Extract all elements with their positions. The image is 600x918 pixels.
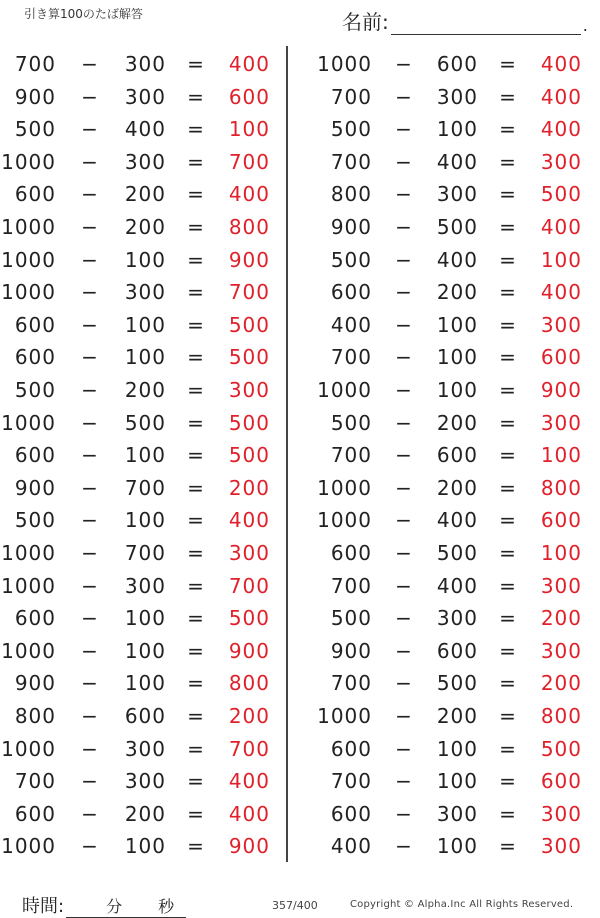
name-field <box>342 6 588 35</box>
subtrahend: 200 <box>436 410 478 435</box>
equals-sign: = <box>499 215 517 239</box>
problem-row <box>0 733 600 765</box>
minuend: 1000 <box>1 410 56 435</box>
minuend: 500 <box>330 606 372 631</box>
minus-sign: − <box>81 508 99 533</box>
minuend: 600 <box>330 736 372 761</box>
answer: 100 <box>540 247 582 272</box>
minuend: 1000 <box>1 247 56 272</box>
subtrahend: 300 <box>124 736 166 761</box>
page-number: 357/400 <box>272 899 318 912</box>
answer: 100 <box>540 541 582 565</box>
subtrahend: 300 <box>436 801 478 826</box>
problem-row <box>0 211 600 243</box>
minus-sign: − <box>395 606 413 631</box>
minutes-label: 分 <box>106 897 123 916</box>
answer: 800 <box>540 704 582 728</box>
minuend: 700 <box>330 149 372 174</box>
problem-row <box>0 48 600 80</box>
equals-sign: = <box>499 247 517 272</box>
subtrahend: 300 <box>124 84 166 109</box>
answer: 700 <box>228 280 270 305</box>
minuend: 1000 <box>317 508 372 533</box>
problem-row <box>0 276 600 308</box>
worksheet-title: 引き算100のたば解答 <box>24 7 143 21</box>
problem-row <box>0 146 600 178</box>
answer: 400 <box>540 280 582 305</box>
equals-sign: = <box>187 769 205 794</box>
minuend: 600 <box>14 801 56 826</box>
answer: 800 <box>228 215 270 239</box>
answer: 600 <box>540 345 582 370</box>
equals-sign: = <box>499 573 517 598</box>
subtrahend: 300 <box>436 84 478 109</box>
equals-sign: = <box>499 801 517 826</box>
equals-sign: = <box>499 541 517 565</box>
copyright-notice: Copyright © Alpha.Inc All Rights Reserved. <box>350 899 574 910</box>
subtrahend: 500 <box>124 410 166 435</box>
minuend: 900 <box>14 84 56 109</box>
problem-row <box>0 765 600 797</box>
equals-sign: = <box>499 280 517 305</box>
equals-sign: = <box>187 149 205 174</box>
equals-sign: = <box>187 345 205 370</box>
equals-sign: = <box>499 52 517 76</box>
answer: 700 <box>228 149 270 174</box>
minus-sign: − <box>81 280 99 305</box>
problem-row <box>0 570 600 602</box>
problem-row <box>0 472 600 504</box>
minuend: 1000 <box>1 541 56 565</box>
subtrahend: 200 <box>124 378 166 402</box>
answer: 500 <box>540 736 582 761</box>
minus-sign: − <box>81 378 99 402</box>
minuend: 900 <box>14 475 56 500</box>
answer: 900 <box>228 638 270 663</box>
answer: 900 <box>540 378 582 402</box>
subtrahend: 400 <box>436 573 478 598</box>
answer: 500 <box>228 410 270 435</box>
equals-sign: = <box>187 443 205 468</box>
minus-sign: − <box>395 573 413 598</box>
equals-sign: = <box>499 84 517 109</box>
subtrahend: 300 <box>124 149 166 174</box>
minus-sign: − <box>395 638 413 663</box>
minus-sign: − <box>395 704 413 728</box>
equals-sign: = <box>499 769 517 794</box>
equals-sign: = <box>499 378 517 402</box>
minus-sign: − <box>395 769 413 794</box>
equals-sign: = <box>187 834 205 859</box>
equals-sign: = <box>499 638 517 663</box>
answer: 300 <box>540 801 582 826</box>
equals-sign: = <box>499 182 517 207</box>
answer: 400 <box>228 508 270 533</box>
minuend: 1000 <box>1 736 56 761</box>
minus-sign: − <box>81 149 99 174</box>
answer: 400 <box>540 215 582 239</box>
minus-sign: − <box>395 736 413 761</box>
minuend: 600 <box>330 801 372 826</box>
answer: 500 <box>228 443 270 468</box>
minuend: 500 <box>14 508 56 533</box>
problem-row <box>0 374 600 406</box>
minus-sign: − <box>81 704 99 728</box>
problem-row <box>0 798 600 830</box>
minuend: 900 <box>330 215 372 239</box>
minuend: 1000 <box>317 52 372 76</box>
subtrahend: 300 <box>436 606 478 631</box>
subtrahend: 200 <box>436 704 478 728</box>
subtrahend: 200 <box>436 280 478 305</box>
minuend: 700 <box>330 573 372 598</box>
problem-row <box>0 309 600 341</box>
equals-sign: = <box>187 182 205 207</box>
equals-sign: = <box>187 541 205 565</box>
subtrahend: 300 <box>436 182 478 207</box>
subtrahend: 700 <box>124 541 166 565</box>
answer: 500 <box>228 606 270 631</box>
subtrahend: 500 <box>436 671 478 696</box>
subtrahend: 500 <box>436 215 478 239</box>
minuend: 600 <box>330 541 372 565</box>
equals-sign: = <box>187 801 205 826</box>
problem-row <box>0 407 600 439</box>
problem-row <box>0 113 600 145</box>
minuend: 500 <box>330 247 372 272</box>
answer: 300 <box>540 573 582 598</box>
minus-sign: − <box>395 52 413 76</box>
equals-sign: = <box>499 704 517 728</box>
minus-sign: − <box>81 769 99 794</box>
equals-sign: = <box>187 573 205 598</box>
problem-row <box>0 602 600 634</box>
equals-sign: = <box>499 410 517 435</box>
minuend: 1000 <box>1 573 56 598</box>
minus-sign: − <box>81 834 99 859</box>
problem-row <box>0 439 600 471</box>
equals-sign: = <box>187 52 205 76</box>
equals-sign: = <box>187 736 205 761</box>
minuend: 700 <box>14 52 56 76</box>
minus-sign: − <box>395 312 413 337</box>
minuend: 700 <box>330 84 372 109</box>
problem-row <box>0 504 600 536</box>
subtrahend: 100 <box>124 443 166 468</box>
equals-sign: = <box>499 443 517 468</box>
equals-sign: = <box>187 606 205 631</box>
time-label: 時間: <box>22 896 65 917</box>
answer: 100 <box>540 443 582 468</box>
subtrahend: 200 <box>124 801 166 826</box>
minuend: 1000 <box>1 638 56 663</box>
answer: 400 <box>540 117 582 142</box>
problem-row <box>0 81 600 113</box>
problem-row <box>0 667 600 699</box>
minuend: 1000 <box>1 280 56 305</box>
subtrahend: 400 <box>124 117 166 142</box>
answer: 300 <box>540 312 582 337</box>
equals-sign: = <box>499 671 517 696</box>
subtrahend: 400 <box>436 149 478 174</box>
equals-sign: = <box>499 736 517 761</box>
answer: 200 <box>540 671 582 696</box>
minuend: 600 <box>14 443 56 468</box>
problem-row <box>0 830 600 862</box>
minuend: 500 <box>14 117 56 142</box>
subtrahend: 600 <box>436 443 478 468</box>
name-label: 名前: <box>342 10 389 34</box>
subtrahend: 100 <box>124 247 166 272</box>
answer: 400 <box>228 801 270 826</box>
answer: 300 <box>540 149 582 174</box>
equals-sign: = <box>187 280 205 305</box>
answer: 500 <box>228 345 270 370</box>
minuend: 400 <box>330 312 372 337</box>
time-blank <box>66 897 186 918</box>
time-field <box>22 892 186 918</box>
equals-sign: = <box>187 215 205 239</box>
minuend: 600 <box>14 182 56 207</box>
minus-sign: − <box>81 117 99 142</box>
minuend: 1000 <box>317 378 372 402</box>
subtrahend: 400 <box>436 508 478 533</box>
minus-sign: − <box>395 443 413 468</box>
minus-sign: − <box>81 84 99 109</box>
subtrahend: 500 <box>436 541 478 565</box>
subtrahend: 100 <box>436 378 478 402</box>
minuend: 700 <box>330 671 372 696</box>
name-line <box>391 14 581 35</box>
equals-sign: = <box>187 475 205 500</box>
minus-sign: − <box>81 52 99 76</box>
minuend: 1000 <box>1 215 56 239</box>
answer: 200 <box>228 704 270 728</box>
minus-sign: − <box>395 345 413 370</box>
minuend: 600 <box>330 280 372 305</box>
minuend: 800 <box>14 704 56 728</box>
answer: 900 <box>228 247 270 272</box>
subtrahend: 300 <box>124 52 166 76</box>
minus-sign: − <box>81 443 99 468</box>
minus-sign: − <box>81 215 99 239</box>
minus-sign: − <box>395 410 413 435</box>
equals-sign: = <box>187 84 205 109</box>
equals-sign: = <box>187 671 205 696</box>
minuend: 400 <box>330 834 372 859</box>
equals-sign: = <box>187 508 205 533</box>
subtrahend: 100 <box>124 508 166 533</box>
minuend: 600 <box>14 312 56 337</box>
equals-sign: = <box>187 312 205 337</box>
subtrahend: 100 <box>124 834 166 859</box>
minus-sign: − <box>81 182 99 207</box>
minus-sign: − <box>395 834 413 859</box>
minuend: 500 <box>330 410 372 435</box>
subtrahend: 100 <box>436 769 478 794</box>
minuend: 1000 <box>317 704 372 728</box>
minus-sign: − <box>395 280 413 305</box>
minuend: 800 <box>330 182 372 207</box>
seconds-label: 秒 <box>158 897 175 916</box>
subtrahend: 100 <box>436 312 478 337</box>
answer: 400 <box>228 769 270 794</box>
problem-row <box>0 178 600 210</box>
minus-sign: − <box>81 801 99 826</box>
equals-sign: = <box>187 117 205 142</box>
answer: 500 <box>540 182 582 207</box>
equals-sign: = <box>499 475 517 500</box>
minus-sign: − <box>395 378 413 402</box>
subtrahend: 600 <box>124 704 166 728</box>
subtrahend: 300 <box>124 573 166 598</box>
subtrahend: 600 <box>436 52 478 76</box>
minus-sign: − <box>81 736 99 761</box>
answer: 400 <box>228 182 270 207</box>
minuend: 600 <box>14 606 56 631</box>
minus-sign: − <box>81 573 99 598</box>
minus-sign: − <box>395 671 413 696</box>
equals-sign: = <box>499 508 517 533</box>
answer: 600 <box>228 84 270 109</box>
answer: 300 <box>540 834 582 859</box>
problem-row <box>0 341 600 373</box>
minuend: 900 <box>14 671 56 696</box>
answer: 700 <box>228 573 270 598</box>
minus-sign: − <box>81 345 99 370</box>
name-dot: . <box>582 16 588 35</box>
problem-row <box>0 244 600 276</box>
minuend: 1000 <box>1 834 56 859</box>
minuend: 700 <box>330 345 372 370</box>
answer: 400 <box>228 52 270 76</box>
equals-sign: = <box>499 345 517 370</box>
subtrahend: 200 <box>436 475 478 500</box>
minus-sign: − <box>395 508 413 533</box>
minuend: 500 <box>330 117 372 142</box>
answer: 300 <box>540 638 582 663</box>
minus-sign: − <box>395 149 413 174</box>
answer: 200 <box>228 475 270 500</box>
minus-sign: − <box>81 312 99 337</box>
equals-sign: = <box>187 247 205 272</box>
answer: 600 <box>540 508 582 533</box>
equals-sign: = <box>187 704 205 728</box>
minus-sign: − <box>81 671 99 696</box>
minus-sign: − <box>81 247 99 272</box>
subtrahend: 400 <box>436 247 478 272</box>
answer: 300 <box>540 410 582 435</box>
subtrahend: 100 <box>436 834 478 859</box>
answer: 900 <box>228 834 270 859</box>
subtrahend: 300 <box>124 769 166 794</box>
subtrahend: 100 <box>124 345 166 370</box>
minuend: 1000 <box>317 475 372 500</box>
minus-sign: − <box>81 475 99 500</box>
minus-sign: − <box>395 84 413 109</box>
minus-sign: − <box>395 247 413 272</box>
subtrahend: 100 <box>436 117 478 142</box>
minuend: 900 <box>330 638 372 663</box>
problem-row <box>0 537 600 569</box>
answer: 500 <box>228 312 270 337</box>
subtrahend: 200 <box>124 182 166 207</box>
minus-sign: − <box>81 638 99 663</box>
answer: 600 <box>540 769 582 794</box>
subtrahend: 100 <box>436 345 478 370</box>
minuend: 700 <box>330 769 372 794</box>
minus-sign: − <box>395 475 413 500</box>
problem-row <box>0 700 600 732</box>
subtrahend: 300 <box>124 280 166 305</box>
equals-sign: = <box>187 638 205 663</box>
answer: 300 <box>228 541 270 565</box>
minuend: 700 <box>14 769 56 794</box>
minus-sign: − <box>81 606 99 631</box>
minuend: 600 <box>14 345 56 370</box>
answer: 400 <box>540 84 582 109</box>
equals-sign: = <box>499 117 517 142</box>
minuend: 1000 <box>1 149 56 174</box>
subtrahend: 100 <box>124 671 166 696</box>
subtrahend: 100 <box>124 606 166 631</box>
subtrahend: 100 <box>124 638 166 663</box>
equals-sign: = <box>499 312 517 337</box>
minus-sign: − <box>395 215 413 239</box>
minus-sign: − <box>81 541 99 565</box>
minuend: 500 <box>14 378 56 402</box>
equals-sign: = <box>499 606 517 631</box>
answer: 800 <box>540 475 582 500</box>
equals-sign: = <box>187 410 205 435</box>
answer: 800 <box>228 671 270 696</box>
answer: 100 <box>228 117 270 142</box>
answer: 300 <box>228 378 270 402</box>
equals-sign: = <box>499 834 517 859</box>
answer: 700 <box>228 736 270 761</box>
minus-sign: − <box>81 410 99 435</box>
problem-row <box>0 635 600 667</box>
subtrahend: 200 <box>124 215 166 239</box>
answer: 400 <box>540 52 582 76</box>
subtrahend: 600 <box>436 638 478 663</box>
equals-sign: = <box>187 378 205 402</box>
minus-sign: − <box>395 541 413 565</box>
subtrahend: 100 <box>124 312 166 337</box>
answer: 200 <box>540 606 582 631</box>
minus-sign: − <box>395 801 413 826</box>
minus-sign: − <box>395 182 413 207</box>
equals-sign: = <box>499 149 517 174</box>
subtrahend: 700 <box>124 475 166 500</box>
subtrahend: 100 <box>436 736 478 761</box>
minuend: 700 <box>330 443 372 468</box>
minus-sign: − <box>395 117 413 142</box>
